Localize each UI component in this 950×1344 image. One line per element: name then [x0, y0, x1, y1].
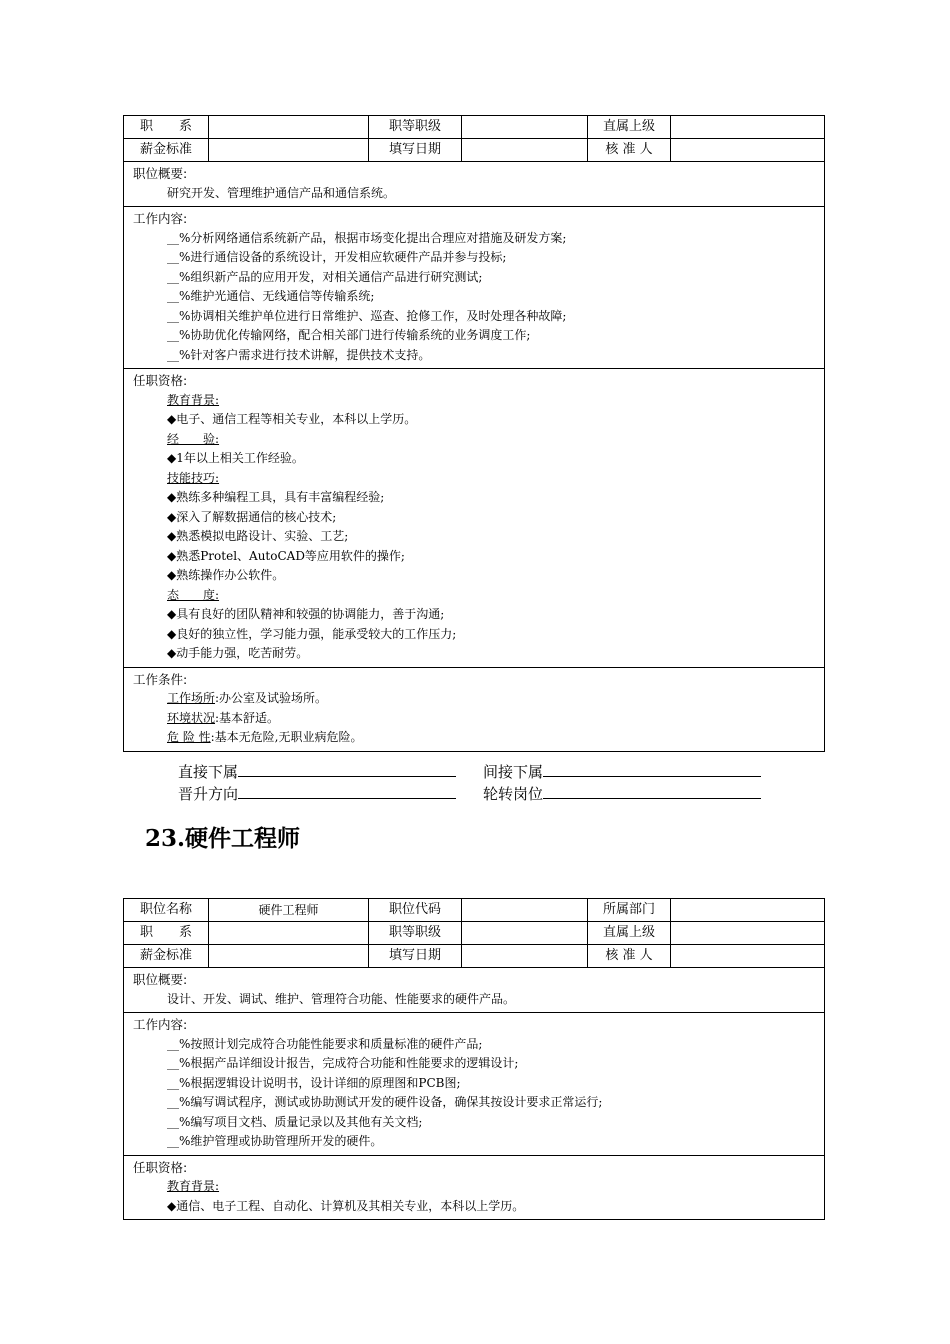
value-cell: [209, 922, 369, 944]
qualification-section: [124, 1156, 824, 1220]
direct-subordinate-label: 直接下属: [178, 763, 239, 781]
value-cell: [209, 945, 369, 967]
education-label: 教育背景:: [167, 1179, 220, 1193]
list-item: __%协助优化传输网络，配合相关部门进行传输系统的业务调度工作;: [167, 328, 531, 342]
section-heading: 23.硬件工程师: [145, 825, 301, 852]
indirect-subordinate-line[interactable]: [543, 762, 761, 777]
table-row: [124, 116, 824, 139]
list-item: ◆熟悉Protel、AutoCAD等应用软件的操作;: [167, 548, 405, 563]
label-cell: 核 准 人: [588, 945, 671, 967]
table-row: [124, 899, 824, 922]
summary-text: 研究开发、管理维护通信产品和通信系统。: [167, 185, 396, 200]
label-cell: 直属上级: [588, 922, 671, 944]
list-item: __%编写调试程序，测试或协助测试开发的硬件设备，确保其按设计要求正常运行;: [167, 1095, 603, 1109]
rotation-label: 轮转岗位: [483, 785, 544, 803]
list-item: __%维护管理或协助管理所开发的硬件。: [167, 1134, 383, 1148]
condition-label: 工作场所: [167, 691, 216, 705]
experience-label: 经 验:: [167, 431, 220, 446]
condition-label: 危 险 性: [167, 730, 211, 744]
value-cell: [671, 116, 824, 138]
table-row: [124, 922, 824, 945]
list-item: ◆1年以上相关工作经验。: [167, 451, 304, 465]
list-item: [124, 728, 824, 748]
section-label: 职位概要:: [133, 166, 188, 181]
section-label: 工作条件:: [133, 671, 188, 687]
job-table-2: [123, 898, 825, 1220]
label-cell: 职 系: [124, 116, 209, 138]
label-cell: 职等职级: [369, 116, 462, 138]
list-item: ◆良好的独立性，学习能力强，能承受较大的工作压力;: [167, 626, 457, 641]
value-cell: [671, 945, 824, 967]
value-cell: 硬件工程师: [209, 899, 369, 921]
list-item: __%进行通信设备的系统设计，开发相应软硬件产品并参与投标;: [167, 250, 507, 264]
list-item: ◆具有良好的团队精神和较强的协调能力，善于沟通;: [167, 607, 445, 621]
table-row: [124, 139, 824, 162]
label-cell: 填写日期: [369, 139, 462, 161]
label-cell: 所属部门: [588, 899, 671, 921]
list-item: [124, 689, 824, 709]
value-cell: [671, 922, 824, 944]
job-table-1: [123, 115, 825, 752]
summary-text: 设计、开发、调试、维护、管理符合功能、性能要求的硬件产品。: [167, 991, 516, 1006]
list-item: ◆熟悉模拟电路设计、实验、工艺;: [167, 529, 349, 543]
list-item: ◆动手能力强，吃苦耐劳。: [167, 646, 309, 660]
list-item: ◆通信、电子工程、自动化、计算机及其相关专业，本科以上学历。: [167, 1198, 525, 1213]
skill-label: 技能技巧:: [167, 470, 220, 485]
list-item: __%编写项目文档、质量记录以及其他有关文档;: [167, 1114, 423, 1129]
value-cell: [462, 116, 588, 138]
content-section: [124, 207, 824, 369]
section-label: 任职资格:: [133, 1159, 188, 1175]
label-cell: 核 准 人: [588, 139, 671, 161]
label-cell: 职位代码: [369, 899, 462, 921]
label-cell: 职等职级: [369, 922, 462, 944]
attitude-label: 态 度:: [167, 587, 220, 602]
condition-text: :基本无危险,无职业病危险。: [210, 730, 363, 744]
list-item: [124, 709, 824, 729]
value-cell: [209, 116, 369, 138]
value-cell: [462, 945, 588, 967]
list-item: __%组织新产品的应用开发，对相关通信产品进行研究测试;: [167, 269, 483, 284]
list-item: ◆电子、通信工程等相关专业，本科以上学历。: [167, 412, 417, 426]
list-item: __%针对客户需求进行技术讲解，提供技术支持。: [167, 347, 431, 362]
condition-text: :基本舒适。: [215, 710, 280, 725]
label-cell: 填写日期: [369, 945, 462, 967]
label-cell: 直属上级: [588, 116, 671, 138]
value-cell: [209, 139, 369, 161]
value-cell: [462, 139, 588, 161]
list-item: ◆熟练操作办公软件。: [167, 568, 285, 582]
qualification-section: [124, 369, 824, 668]
label-cell: 薪金标准: [124, 139, 209, 161]
value-cell: [462, 922, 588, 944]
summary-section: [124, 968, 824, 1013]
subordinates-row: [178, 761, 761, 783]
section-label: 职位概要:: [133, 972, 188, 987]
rotation-line[interactable]: [543, 784, 761, 799]
list-item: ◆深入了解数据通信的核心技术;: [167, 509, 337, 524]
list-item: __%维护光通信、无线通信等传输系统;: [167, 289, 375, 303]
label-cell: 职 系: [124, 922, 209, 944]
promotion-label: 晋升方向: [178, 785, 239, 803]
value-cell: [671, 139, 824, 161]
list-item: __%按照计划完成符合功能性能要求和质量标准的硬件产品;: [167, 1036, 483, 1051]
career-row: [178, 783, 761, 805]
table-row: [124, 945, 824, 968]
label-cell: 薪金标准: [124, 945, 209, 967]
value-cell: [462, 899, 588, 921]
direct-subordinate-line[interactable]: [238, 762, 456, 777]
indirect-subordinate-label: 间接下属: [483, 763, 544, 781]
label-cell: 职位名称: [124, 899, 209, 921]
condition-text: :办公室及试验场所。: [215, 691, 328, 705]
list-item: __%根据产品详细设计报告，完成符合功能和性能要求的逻辑设计;: [167, 1056, 519, 1070]
content-section: [124, 1013, 824, 1156]
list-item: __%根据逻辑设计说明书，设计详细的原理图和PCB图;: [167, 1075, 461, 1090]
education-label: 教育背景:: [167, 392, 220, 407]
value-cell: [671, 899, 824, 921]
list-item: __%分析网络通信系统新产品，根据市场变化提出合理应对措施及研发方案;: [167, 230, 567, 245]
list-item: __%协调相关维护单位进行日常维护、巡查、抢修工作，及时处理各种故障;: [167, 308, 567, 323]
condition-label: 环境状况: [167, 710, 216, 725]
section-label: 工作内容:: [133, 211, 188, 226]
section-label: 任职资格:: [133, 373, 188, 388]
list-item: ◆熟练多种编程工具，具有丰富编程经验;: [167, 490, 385, 504]
conditions-section: [124, 668, 824, 751]
section-label: 工作内容:: [133, 1017, 188, 1032]
promotion-line[interactable]: [238, 784, 456, 799]
summary-section: [124, 162, 824, 207]
